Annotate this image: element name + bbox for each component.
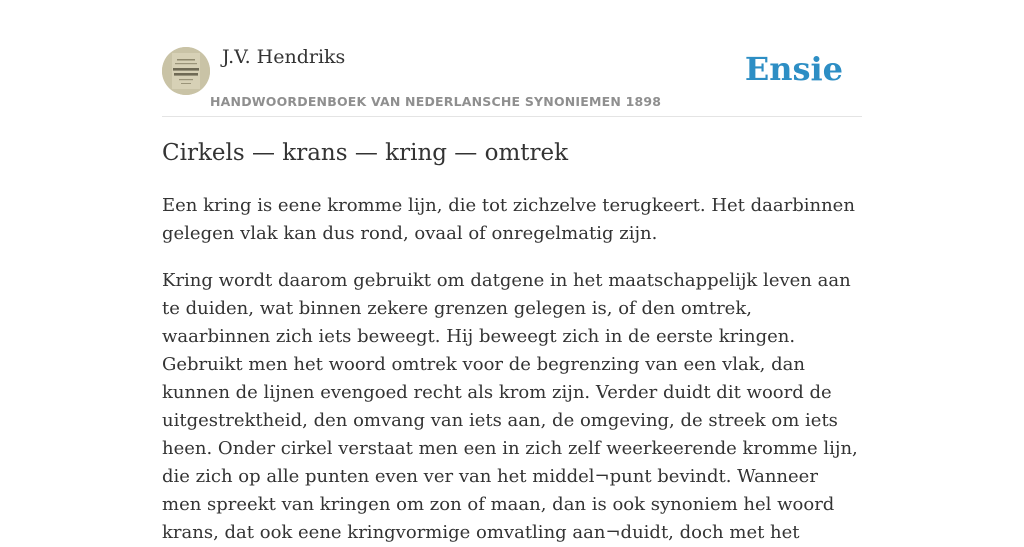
ensie-logo[interactable]: Ensie <box>744 50 843 88</box>
author-name[interactable]: J.V. Hendriks <box>222 46 346 68</box>
header <box>162 0 862 117</box>
source-label[interactable]: HANDWOORDENBOEK VAN NEDERLANSCHE SYNONIEMEN 1898 <box>210 94 662 109</box>
article-paragraph-1: Een kring is eene kromme lijn, die tot zichzelve terugkeert. Het daarbinnen gelegen vlak kan dus rond, ovaal of onregelmatig zijn. <box>162 195 855 244</box>
article-title: Cirkels — krans — kring — omtrek <box>162 140 569 166</box>
page <box>162 0 862 543</box>
article-paragraph-2: Kring wordt daarom gebruikt om datgene in het maatschappelijk leven aan te duiden, wat binnen zekere grenzen gelegen is, of den omtrek, waarbinnen zich iets beweegt. Hij beweegt zich in de eerste kringen. Gebruikt men het woord omtrek voor de begrenzing van een vlak, dan kunnen de lijnen evengoed recht als krom zijn. Verder duidt dit woord de uitgestrektheid, den omvang van iets aan, de omgeving, de streek om iets heen. Onder cirkel verstaat men een in zich zelf weerkeerende kromme lijn, die zich op alle punten even ver van het middel¬punt bevindt. Wanneer men spreekt van kringen om zon of maan, dan is ook synoniem hel woord krans, dat ook eene kringvormige omvatling aan¬duidt, doch met het <box>162 270 858 543</box>
book-cover-image <box>162 47 210 95</box>
book-cover-avatar[interactable] <box>162 47 210 95</box>
